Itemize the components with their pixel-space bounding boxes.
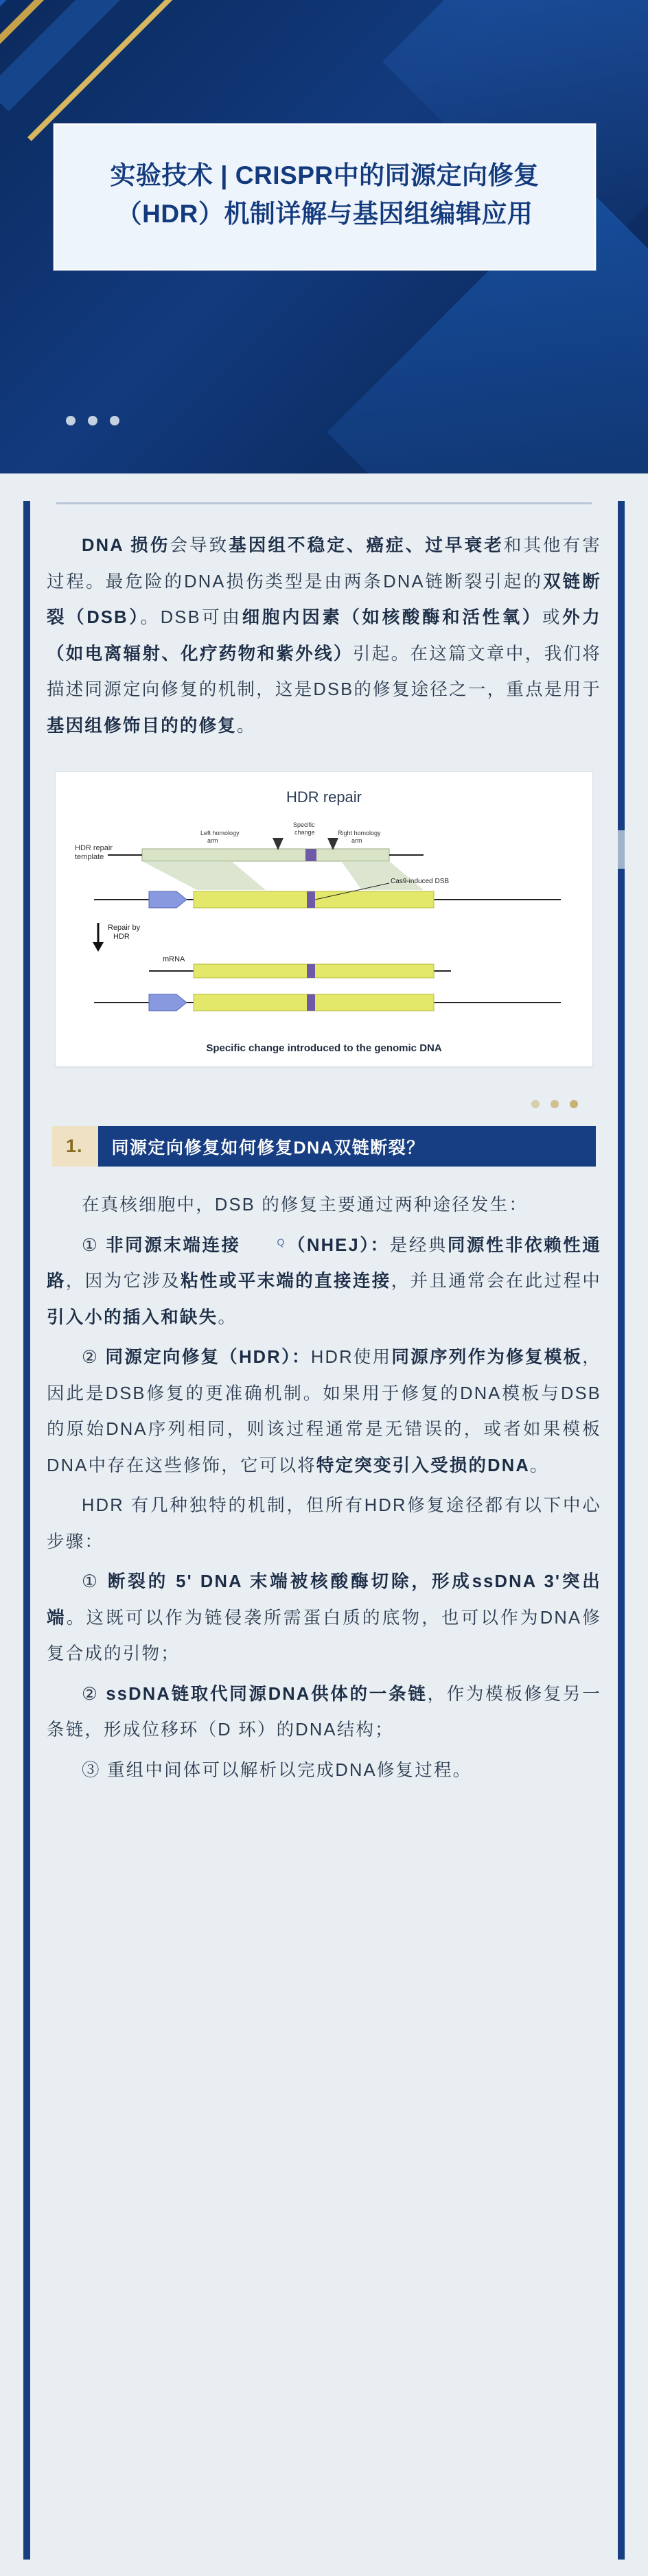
hdr-text-3: 。 — [530, 1455, 549, 1475]
page-title: 实验技术 | CRISPR中的同源定向修复（HDR）机制详解与基因组编辑应用 — [110, 161, 540, 229]
header-banner — [0, 0, 648, 473]
svg-text:HDR: HDR — [113, 933, 130, 941]
list-marker-2: ② — [82, 1348, 106, 1368]
figure-label-template: HDR repair — [75, 844, 113, 853]
figure-template-band — [142, 849, 389, 861]
section-separator-dots — [47, 1100, 578, 1108]
figure-promoter-arrow-2 — [149, 994, 187, 1011]
intro-term-external: 外力（如电离辐射、化疗药物和紫外线） — [47, 608, 601, 664]
term-homologous-template: 同源序列作为修复模板 — [391, 1348, 583, 1368]
nhej-text-4: 。 — [218, 1307, 238, 1327]
section-1-paragraph-6 — [47, 1676, 601, 1748]
figure-label-specific-change: Specific — [293, 821, 315, 829]
top-divider — [56, 502, 592, 504]
figure-dsb-site — [307, 891, 315, 908]
step2-text: ，作为模板修复另一条链，形成位移环（D 环）的DNA结构； — [47, 1684, 601, 1740]
svg-text:arm: arm — [351, 837, 362, 845]
figure-label-left-arm: Left homology — [200, 830, 240, 837]
intro-term-internal: 细胞内因素（如核酸酶和活性氧） — [242, 608, 542, 628]
bottom-spacer — [47, 1792, 601, 1834]
section-1-paragraph-7: ③ 重组中间体可以解析以完成DNA修复过程。 — [82, 1760, 472, 1780]
figure-hdr-arrow — [93, 942, 104, 952]
term-nhej: 非同源末端连接 — [106, 1235, 241, 1255]
banner-dot — [66, 416, 76, 425]
intro-term-dna-damage: DNA 损伤 — [82, 536, 170, 555]
hdr-repair-figure — [55, 771, 593, 1067]
search-icon: Q — [277, 1236, 286, 1248]
nhej-text-3: ，并且通常会在此过程中 — [391, 1272, 602, 1291]
title-card — [54, 124, 596, 270]
figure-label-repair-by: Repair by — [108, 924, 141, 933]
figure-left-homology-shade — [142, 861, 266, 890]
figure-caption: Specific change introduced to the genomic DNA — [206, 1042, 442, 1055]
figure-break-arrow-right — [327, 838, 338, 850]
banner-dot — [88, 416, 97, 425]
separator-dot — [531, 1100, 540, 1108]
figure-label-right-arm: Right homology — [338, 830, 381, 837]
term-homology-independent: 同源性非依赖性通路 — [47, 1235, 601, 1291]
svg-text:arm: arm — [207, 837, 218, 845]
list-marker-1: ① — [82, 1235, 106, 1255]
section-1-title: 同源定向修复如何修复DNA双链断裂？ — [98, 1126, 596, 1167]
intro-term-effects: 基因组不稳定、癌症、过早衰老 — [229, 536, 504, 555]
section-1-header — [52, 1126, 596, 1167]
article-content — [0, 502, 648, 1834]
figure-right-homology-shade — [341, 861, 424, 890]
term-resection: 断裂的 5' DNA 末端被核酸酶切除，形成ssDNA 3'突出端 — [47, 1572, 601, 1628]
term-strand-invasion: ssDNA链取代同源DNA供体的一条链 — [106, 1684, 428, 1704]
svg-text:change: change — [294, 829, 315, 836]
figure-break-arrow-left — [273, 838, 284, 850]
term-hdr: 同源定向修复（HDR）： — [105, 1348, 311, 1368]
term-specific-mutation: 特定突变引入受损的DNA — [316, 1455, 530, 1475]
intro-term-dsb: 双链断裂（DSB） — [47, 572, 601, 628]
separator-dot — [551, 1100, 559, 1108]
figure-change-marker — [305, 849, 316, 861]
term-direct-ligation: 粘性或平末端的直接连接 — [181, 1272, 391, 1291]
hdr-text-2: ，因此是DSB修复的更准确机制。如果用于修复的DNA模板与DSB的原始DNA序列相同，则该过程通常是无错误的，或者如果模板DNA中存在这些修饰，它可以将 — [47, 1348, 601, 1475]
term-indels: 引入小的插入和缺失 — [47, 1307, 218, 1327]
section-1-paragraph-2 — [47, 1228, 601, 1336]
figure-label-cas9-dsb: Cas9-induced DSB — [391, 878, 450, 886]
nhej-text-1: 是经典 — [389, 1235, 448, 1255]
list-marker-4: ② — [82, 1684, 106, 1704]
section-1-paragraph-3 — [47, 1339, 601, 1484]
intro-text-4: 或 — [542, 608, 563, 628]
figure-diagram — [67, 809, 588, 1035]
hdr-text-1: HDR使用 — [310, 1348, 392, 1368]
figure-promoter-arrow-1 — [149, 891, 187, 908]
step1-text: 。这既可以作为链侵袭所需蛋白质的底物，也可以作为DNA修复合成的引物； — [47, 1608, 601, 1664]
figure-title: HDR repair — [286, 788, 362, 806]
intro-term-genome-edit: 基因组修饰目的的修复 — [47, 716, 238, 736]
intro-text-5: 引起。在这篇文章中，我们将描述同源定向修复的机制，这是DSB的修复途径之一，重点是用于 — [47, 644, 602, 700]
separator-dot — [570, 1100, 578, 1108]
list-marker-3: ① — [82, 1572, 108, 1592]
intro-text-2: 和其他有害过程。最危险的DNA损伤类型是由两条DNA链断裂引起的 — [47, 536, 601, 592]
banner-dot-group — [66, 416, 119, 425]
figure-label-mrna: mRNA — [163, 955, 185, 964]
banner-dot — [110, 416, 119, 425]
section-1-paragraph-5 — [47, 1564, 601, 1672]
section-1-paragraph-1: 在真核细胞中，DSB 的修复主要通过两种途径发生： — [82, 1195, 529, 1215]
intro-paragraph — [47, 528, 601, 744]
intro-text-1: 会导致 — [170, 536, 229, 555]
nhej-text-2: ，因为它涉及 — [65, 1272, 181, 1291]
intro-text-6: 。 — [237, 716, 256, 736]
svg-text:template: template — [75, 853, 104, 862]
term-nhej-abbr: （NHEJ）： — [287, 1235, 390, 1255]
section-1-paragraph-4: HDR 有几种独特的机制，但所有HDR修复途径都有以下中心步骤： — [47, 1496, 601, 1552]
intro-text-3: 。DSB可由 — [140, 608, 242, 628]
section-1-number: 1. — [52, 1126, 98, 1167]
